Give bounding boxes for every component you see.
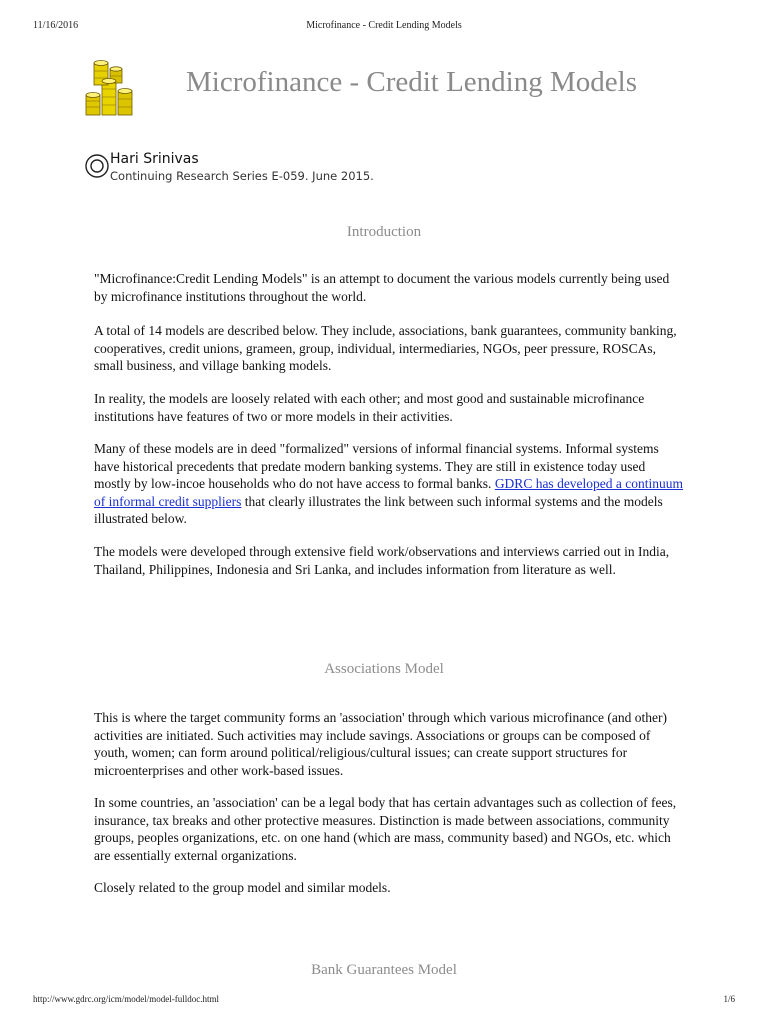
print-header xyxy=(0,0,768,31)
author-series: Continuing Research Series E-059. June 2015. xyxy=(110,169,374,183)
intro-paragraph-1: "Microfinance:Credit Lending Models" is an attempt to document the various models currently being used by microfinance institutions throughout the world. xyxy=(94,271,670,304)
print-doc-title: Microfinance - Credit Lending Models xyxy=(306,20,462,31)
intro-paragraph-4-text-a: Many of these models are in deed "formalized" versions of informal financial systems. Informal systems have historical precedents that predate modern banking systems. They are still in existence today used mostly by low-incoe households who do not have access to formal banks. xyxy=(94,441,659,491)
page-number: 1/6 xyxy=(723,994,735,1004)
author-block xyxy=(85,150,685,190)
intro-paragraph-4-text-b: that clearly illustrates the link between such informal systems and the models illustrated below. xyxy=(94,493,663,526)
associations-paragraph-3: Closely related to the group model and similar models. xyxy=(94,880,391,895)
bank-guarantees-heading: Bank Guarantees Model xyxy=(311,962,457,978)
target-circle-icon xyxy=(85,152,113,180)
continuum-link[interactable]: GDRC has developed a continuum of informal credit suppliers xyxy=(94,476,684,509)
intro-paragraph-5: The models were developed through extensive field work/observations and interviews carried out in India, Thailand, Philippines, Indonesia and Sri Lanka, and includes information from literature as well. xyxy=(94,544,670,577)
coin-stacks-icon xyxy=(80,55,138,119)
intro-paragraph-2: A total of 14 models are described below. They include, associations, bank guarantees, community banking, cooperatives, credit unions, grameen, group, individual, intermediaries, NGOs, peer pressure, ROSCAs, small business, and village banking models. xyxy=(94,323,677,373)
intro-paragraph-3: In reality, the models are loosely related with each other; and most good and sustainable microfinance institutions have features of two or more models in their activities. xyxy=(94,391,645,424)
page-title: Microfinance - Credit Lending Models xyxy=(186,66,637,98)
associations-paragraph-2: In some countries, an 'association' can be a legal body that has certain advantages such as collection of fees, insurance, tax breaks and other protective measures. Distinction is made between associations, community groups, peoples organizations, etc. on one hand (which are mass, community based) and NGOs, etc. which are essentially external organizations. xyxy=(94,795,677,863)
print-footer xyxy=(0,990,768,1010)
author-name: Hari Srinivas xyxy=(110,151,199,167)
associations-paragraph-1: This is where the target community forms an 'association' through which various microfinance (and other) activities are initiated. Such activities may include savings. Associations or groups can be composed of youth, women; can form around political/religious/cultural issues; can create support structures for microenterprises and other work-based issues. xyxy=(94,710,667,778)
associations-heading: Associations Model xyxy=(324,661,444,677)
print-date: 11/16/2016 xyxy=(33,20,79,31)
introduction-heading: Introduction xyxy=(346,224,422,240)
print-url: http://www.gdrc.org/icm/model/model-fulldoc.html xyxy=(33,994,219,1004)
intro-paragraph-4 xyxy=(94,440,684,528)
